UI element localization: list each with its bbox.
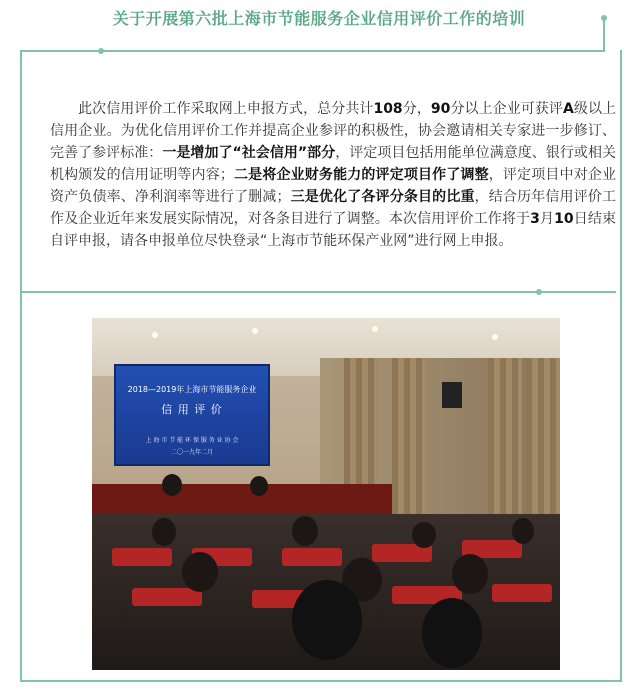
paragraph-text: ，评定项目中对企业资产负债率、净利润率等进行了删减；	[50, 167, 617, 205]
photo-curtain	[392, 358, 426, 528]
paragraph-emphasis: 一是增加了“社会信用”部分	[162, 145, 336, 161]
paragraph-text: 分以上企业可获评	[450, 101, 563, 117]
auditorium-seat	[132, 588, 202, 606]
page-title: 关于开展第六批上海市节能服务企业信用评价工作的培训	[112, 9, 526, 28]
frame-left	[20, 50, 22, 680]
training-photo	[92, 318, 560, 670]
audience-head	[512, 518, 534, 544]
paragraph-emphasis: 三是优化了各评分条目的比重	[290, 189, 475, 205]
paragraph-emphasis: A	[562, 101, 574, 117]
photo-curtain	[526, 358, 560, 528]
paragraph-text: ，评定项目包括用能单位满意度、银行或相关机构颁发的信用证明等内容；	[50, 145, 617, 183]
paragraph-text: ，结合历年信用评价工作及企业近年来发展实际情况，对各条目进行了调整。本次信用评价工作将于	[50, 189, 617, 227]
article-paragraph	[50, 98, 616, 252]
paragraph-text: 日结束自评申报，请各申报单位尽快登录“上海市节能环保产业网”进行网上申报。	[50, 211, 617, 249]
audience-head	[250, 476, 268, 496]
top-divider	[20, 50, 604, 52]
paragraph-emphasis: 10	[554, 211, 574, 227]
divider-dot-right	[601, 15, 607, 21]
audience-head	[412, 522, 436, 548]
paragraph-emphasis: 二是将企业财务能力的评定项目作了调整	[233, 167, 489, 183]
paragraph-text: 级以上信用企业。为优化信用评价工作并提高企业参评的积极性，协会邀请相关专家进一步修订、完善了参评标准：	[50, 101, 617, 161]
audience-head	[422, 598, 482, 668]
audience-head	[182, 552, 218, 592]
auditorium-seat	[492, 584, 552, 602]
audience-head	[152, 518, 176, 546]
wall-speaker	[442, 382, 462, 408]
paragraph-emphasis: 3	[530, 211, 540, 227]
paragraph-text: 分，	[402, 101, 431, 117]
mid-divider-dot	[536, 289, 542, 295]
audience-head	[162, 474, 182, 496]
mid-divider	[20, 291, 616, 293]
paragraph-text: 月	[539, 211, 555, 227]
ceiling-lamp	[252, 328, 258, 334]
audience-head	[452, 554, 488, 594]
auditorium-seat	[282, 548, 342, 566]
audience-head	[292, 580, 362, 660]
auditorium-seat	[112, 548, 172, 566]
audience-head	[292, 516, 318, 546]
ceiling-lamp	[372, 326, 378, 332]
top-divider-rise	[603, 18, 605, 52]
projection-screen	[114, 364, 270, 466]
screen-line-1: 2018—2019年上海市节能服务企业	[127, 385, 257, 394]
ceiling-lamp	[152, 332, 158, 338]
screen-line-2: 信 用 评 价	[161, 403, 223, 416]
paragraph-emphasis: 90	[430, 101, 451, 117]
photo-curtain	[488, 358, 522, 528]
screen-line-3: 上 海 市 节 能 环 保 服 务 业 协 会	[145, 437, 239, 444]
screen-line-4: 二〇一九年二月	[170, 449, 213, 456]
paragraph-emphasis: 108	[373, 101, 403, 117]
frame-bottom	[20, 680, 622, 682]
ceiling-lamp	[492, 334, 498, 340]
frame-right	[620, 50, 622, 680]
paragraph-text: 此次信用评价工作采取网上申报方式，总分共计	[78, 101, 374, 117]
divider-dot-left	[98, 48, 104, 54]
